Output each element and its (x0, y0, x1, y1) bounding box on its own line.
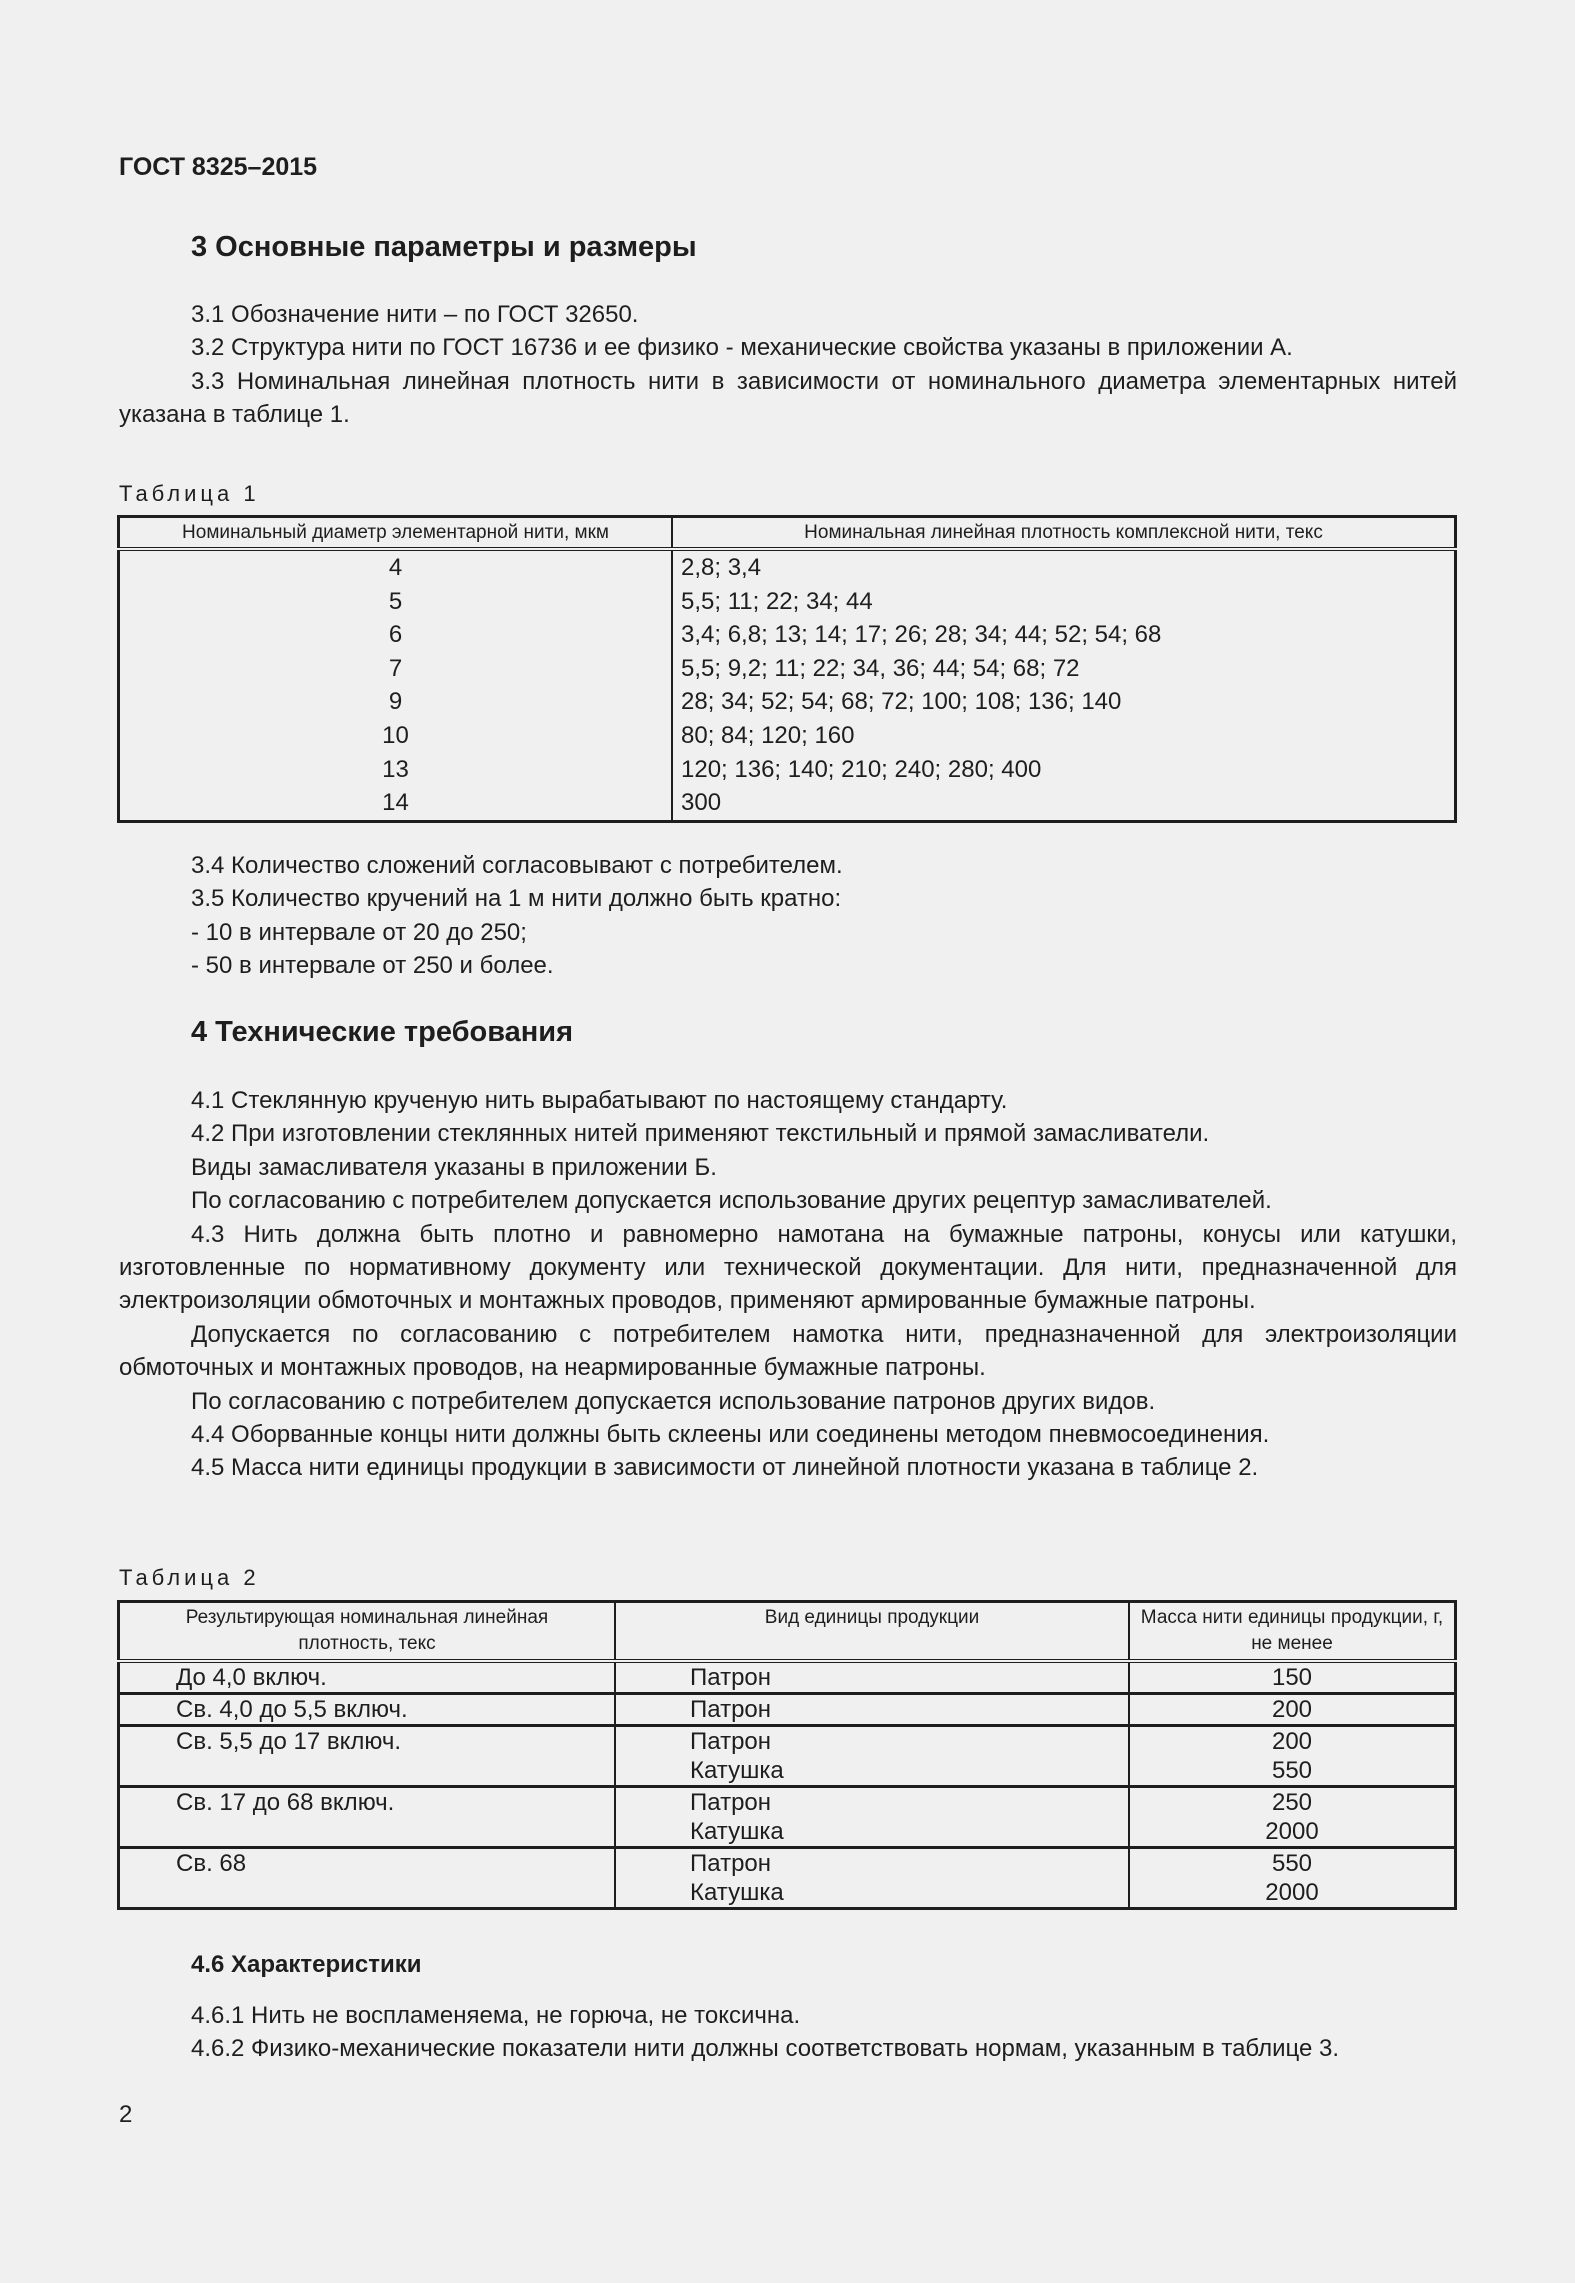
column-header-unit-type: Вид единицы продукции (615, 1602, 1129, 1662)
cell-density: Св. 68 (119, 1848, 616, 1909)
paragraph-4-3: 4.3 Нить должна быть плотно и равномерно намотана на бумажные патроны, конусы или катушки, изготовленные по нормативному документу или технической документации. Для нити, предназначенной для электроизоляции обмоточных и монтажных проводов, применяют армированные бумажные патроны. (119, 1220, 1457, 1315)
cell-unit-type: Патрон Катушка (615, 1726, 1129, 1787)
paragraph-3-4: 3.4 Количество сложений согласовывают с потребителем. (191, 852, 843, 879)
table-row (119, 719, 1456, 753)
table-row (119, 753, 1456, 787)
table-1 (117, 515, 1457, 823)
paragraph-4-3-non-reinforced: Допускается по согласованию с потребителем намотка нити, предназначенной для электроизоляции обмоточных и монтажных проводов, на неармированные бумажные патроны. (119, 1320, 1457, 1382)
paragraph-4-2-other-recipes: По согласованию с потребителем допускается использование других рецептур замасливателей. (191, 1187, 1272, 1215)
table-row (119, 1726, 1456, 1787)
paragraph-3-1: 3.1 Обозначение нити – по ГОСТ 32650. (191, 301, 639, 328)
table-2 (117, 1600, 1457, 1910)
paragraph-4-6-2: 4.6.2 Физико-механические показатели нити должны соответствовать нормам, указанным в таблице 3. (191, 2035, 1340, 2063)
table-header-row (119, 1602, 1456, 1662)
cell-density: 5,5; 9,2; 11; 22; 34, 36; 44; 54; 68; 72 (672, 652, 1456, 686)
list-item: - 50 в интервале от 250 и более. (191, 952, 554, 980)
table-row (119, 585, 1456, 619)
table-row (119, 1694, 1456, 1726)
subsection-4-6-body (119, 1999, 1457, 2066)
table-row (119, 618, 1456, 652)
cell-diameter: 5 (119, 585, 673, 619)
paragraph-4-3-other-cartridges: По согласованию с потребителем допускается использование патронов других видов. (191, 1387, 1156, 1415)
cell-diameter: 9 (119, 685, 673, 719)
cell-mass: 550 2000 (1129, 1848, 1456, 1909)
cell-unit-type: Патрон Катушка (615, 1848, 1129, 1909)
cell-density: 28; 34; 52; 54; 68; 72; 100; 108; 136; 140 (672, 685, 1456, 719)
section-4-title: 4 Технические требования (191, 1016, 574, 1048)
page-number: 2 (119, 2101, 133, 2128)
paragraph-4-1: 4.1 Стеклянную крученую нить вырабатывают по настоящему стандарту. (191, 1087, 1008, 1114)
section-3-intro (119, 298, 1457, 432)
table-2-caption: Таблица 2 (119, 1565, 260, 1590)
cell-density: Св. 4,0 до 5,5 включ. (119, 1694, 616, 1726)
table-row (119, 652, 1456, 686)
paragraph-4-2: 4.2 При изготовлении стеклянных нитей применяют текстильный и прямой замасливатели. (191, 1120, 1210, 1148)
cell-unit-type: Патрон Катушка (615, 1787, 1129, 1848)
cell-diameter: 13 (119, 753, 673, 787)
paragraph-3-3: 3.3 Номинальная линейная плотность нити в зависимости от номинального диаметра элементарных нитей указана в таблице 1. (119, 367, 1457, 429)
column-header-density: Результирующая номинальная линейная плотность, текс (119, 1602, 616, 1662)
cell-diameter: 6 (119, 618, 673, 652)
cell-density: До 4,0 включ. (119, 1661, 616, 1694)
table-row (119, 549, 1456, 585)
section-3-title: 3 Основные параметры и размеры (191, 231, 697, 263)
table-header-row (119, 517, 1456, 550)
table-row (119, 1848, 1456, 1909)
paragraph-3-2: 3.2 Структура нити по ГОСТ 16736 и ее физико - механические свойства указаны в приложении А. (191, 334, 1293, 362)
subsection-4-6-title: 4.6 Характеристики (191, 1951, 422, 1978)
cell-density: Св. 5,5 до 17 включ. (119, 1726, 616, 1787)
cell-density: 2,8; 3,4 (672, 549, 1456, 585)
cell-density: 300 (672, 786, 1456, 821)
table-row (119, 786, 1456, 821)
cell-unit-type: Патрон (615, 1661, 1129, 1694)
document-code: ГОСТ 8325–2015 (119, 153, 318, 181)
cell-diameter: 7 (119, 652, 673, 686)
cell-mass: 200 (1129, 1694, 1456, 1726)
section-4-body (119, 1084, 1457, 1485)
cell-density: 120; 136; 140; 210; 240; 280; 400 (672, 753, 1456, 787)
table-row (119, 1787, 1456, 1848)
paragraph-4-4: 4.4 Оборванные концы нити должны быть склеены или соединены методом пневмосоединения. (191, 1421, 1270, 1449)
cell-density: 80; 84; 120; 160 (672, 719, 1456, 753)
cell-density: 5,5; 11; 22; 34; 44 (672, 585, 1456, 619)
paragraph-3-5: 3.5 Количество кручений на 1 м нити должно быть кратно: (191, 885, 842, 913)
cell-density: 3,4; 6,8; 13; 14; 17; 26; 28; 34; 44; 52; 54; 68 (672, 618, 1456, 652)
cell-unit-type: Патрон (615, 1694, 1129, 1726)
column-header-mass: Масса нити единицы продукции, г, не менее (1129, 1602, 1456, 1662)
paragraph-4-6-1: 4.6.1 Нить не воспламеняема, не горюча, не токсична. (191, 2002, 801, 2029)
column-header-density: Номинальная линейная плотность комплексной нити, текс (672, 517, 1456, 550)
table-row (119, 1661, 1456, 1694)
cell-diameter: 10 (119, 719, 673, 753)
cell-mass: 150 (1129, 1661, 1456, 1694)
cell-diameter: 14 (119, 786, 673, 821)
column-header-diameter: Номинальный диаметр элементарной нити, мкм (119, 517, 673, 550)
cell-mass: 250 2000 (1129, 1787, 1456, 1848)
table-row (119, 685, 1456, 719)
table-1-caption: Таблица 1 (119, 481, 260, 506)
paragraph-4-2-sizing-types: Виды замасливателя указаны в приложении Б. (191, 1153, 717, 1181)
cell-density: Св. 17 до 68 включ. (119, 1787, 616, 1848)
section-3-details (119, 849, 1457, 983)
cell-mass: 200 550 (1129, 1726, 1456, 1787)
list-item: - 10 в интервале от 20 до 250; (191, 918, 527, 946)
paragraph-4-5: 4.5 Масса нити единицы продукции в зависимости от линейной плотности указана в таблице 2. (191, 1454, 1259, 1482)
cell-diameter: 4 (119, 549, 673, 585)
